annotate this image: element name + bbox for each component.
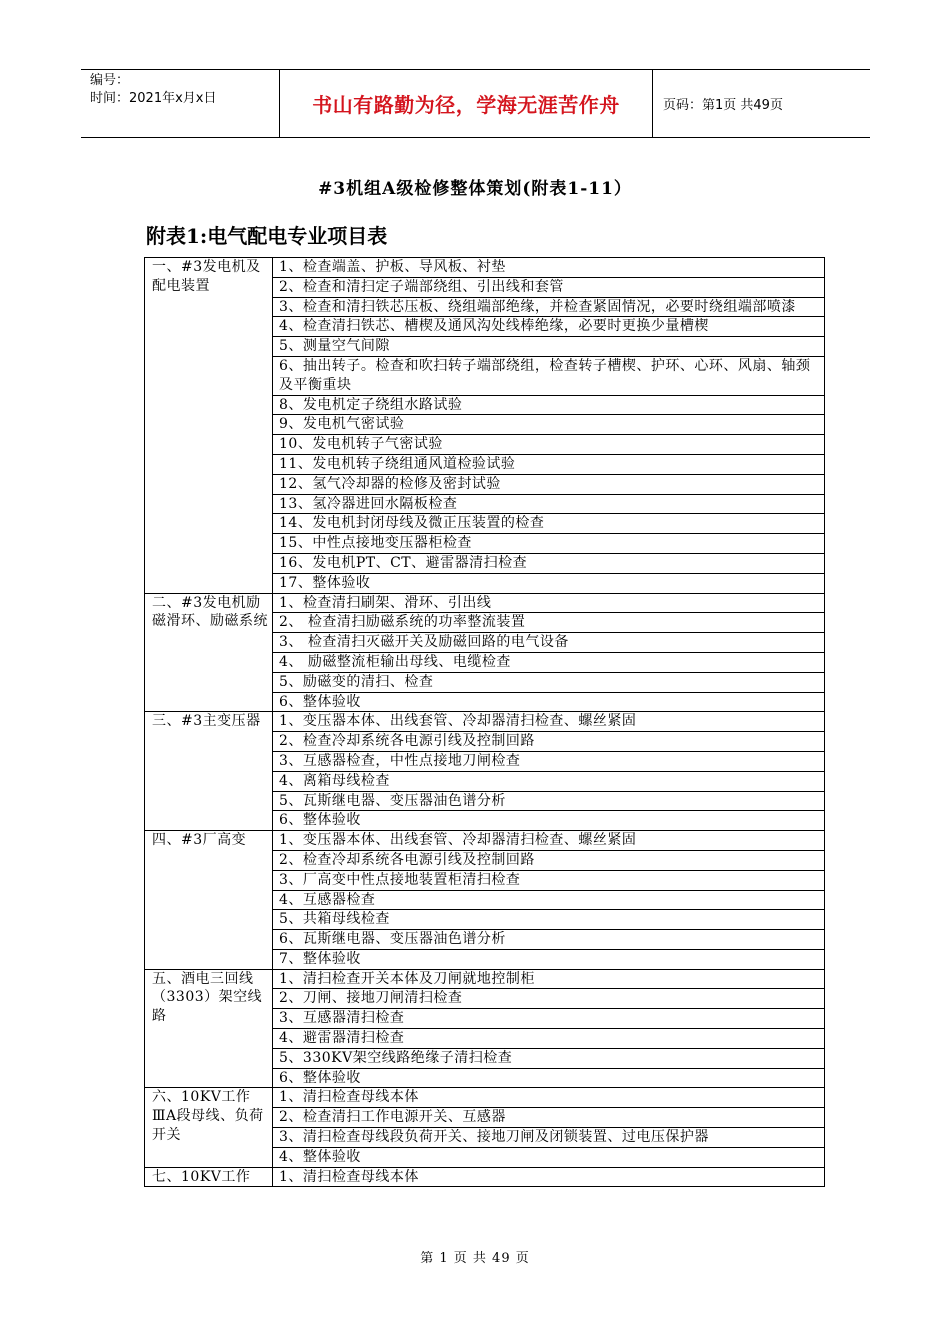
item-cell: 4、整体验收 (273, 1147, 825, 1167)
item-cell: 4、互感器检查 (273, 890, 825, 910)
document-number-label: 编号： (90, 73, 130, 88)
item-cell: 12、氢气冷却器的检修及密封试验 (273, 474, 825, 494)
item-cell: 17、整体验收 (273, 573, 825, 593)
item-cell: 9、发电机气密试验 (273, 415, 825, 435)
table-row (145, 831, 825, 851)
table-row (145, 1167, 825, 1187)
item-cell: 3、清扫检查母线段负荷开关、接地刀闸及闭锁装置、过电压保护器 (273, 1128, 825, 1148)
item-cell: 3、互感器检查，中性点接地刀闸检查 (273, 751, 825, 771)
category-cell: 一、#3发电机及配电装置 (145, 258, 273, 594)
item-cell: 6、抽出转子。检查和吹扫转子端部绕组，检查转子槽楔、护环、心环、风扇、轴颈及平衡重块 (273, 356, 825, 395)
item-cell: 11、发电机转子绕组通风道检验试验 (273, 454, 825, 474)
section-title: 附表1:电气配电专业项目表 (146, 224, 388, 248)
header-page-info: 页码：第1页 共49页 (663, 98, 783, 113)
item-cell: 16、发电机PT、CT、避雷器清扫检查 (273, 553, 825, 573)
item-cell: 1、检查清扫刷架、滑环、引出线 (273, 593, 825, 613)
item-cell: 1、变压器本体、出线套管、冷却器清扫检查、螺丝紧固 (273, 712, 825, 732)
category-cell: 五、酒电三回线（3303）架空线路 (145, 969, 273, 1088)
table-row (145, 593, 825, 613)
item-cell: 3、检查和清扫铁芯压板、绕组端部绝缘，并检查紧固情况，必要时绕组端部喷漆 (273, 297, 825, 317)
item-cell: 7、整体验收 (273, 949, 825, 969)
item-cell: 6、整体验收 (273, 1068, 825, 1088)
item-cell: 2、 检查清扫励磁系统的功率整流装置 (273, 613, 825, 633)
category-cell: 六、10KV工作ⅢA段母线、负荷开关 (145, 1088, 273, 1167)
page-footer: 第 1 页 共 49 页 (420, 1251, 530, 1266)
item-cell: 1、清扫检查母线本体 (273, 1167, 825, 1187)
item-cell: 5、励磁变的清扫、检查 (273, 672, 825, 692)
table-row (145, 969, 825, 989)
item-cell: 2、刀闸、接地刀闸清扫检查 (273, 989, 825, 1009)
item-cell: 4、离箱母线检查 (273, 771, 825, 791)
item-cell: 4、检查清扫铁芯、槽楔及通风沟处线棒绝缘，必要时更换少量槽楔 (273, 317, 825, 337)
category-cell: 二、#3发电机励磁滑环、励磁系统 (145, 593, 273, 712)
item-cell: 5、330KV架空线路绝缘子清扫检查 (273, 1048, 825, 1068)
item-cell: 1、检查端盖、护板、导风板、衬垫 (273, 258, 825, 278)
table-row (145, 1088, 825, 1108)
table-row (145, 712, 825, 732)
item-cell: 1、变压器本体、出线套管、冷却器清扫检查、螺丝紧固 (273, 831, 825, 851)
item-cell: 2、检查冷却系统各电源引线及控制回路 (273, 732, 825, 752)
category-cell: 三、#3主变压器 (145, 712, 273, 831)
header-motto: 书山有路勤为径，学海无涯苦作舟 (280, 70, 653, 137)
item-cell: 2、检查和清扫定子端部绕组、引出线和套管 (273, 277, 825, 297)
item-cell: 6、瓦斯继电器、变压器油色谱分析 (273, 930, 825, 950)
item-cell: 6、整体验收 (273, 811, 825, 831)
category-cell: 四、#3厂高变 (145, 831, 273, 970)
item-cell: 13、氢冷器进回水隔板检查 (273, 494, 825, 514)
item-cell: 10、发电机转子气密试验 (273, 435, 825, 455)
item-cell: 3、厂高变中性点接地装置柜清扫检查 (273, 870, 825, 890)
document-title: #3机组A级检修整体策划(附表1-11） (318, 179, 632, 199)
item-cell: 14、发电机封闭母线及微正压装置的检查 (273, 514, 825, 534)
item-cell: 5、瓦斯继电器、变压器油色谱分析 (273, 791, 825, 811)
category-cell: 七、10KV工作 (145, 1167, 273, 1187)
item-cell: 4、 励磁整流柜输出母线、电缆检查 (273, 652, 825, 672)
page-header (81, 69, 870, 138)
item-cell: 8、发电机定子绕组水路试验 (273, 395, 825, 415)
item-cell: 6、整体验收 (273, 692, 825, 712)
item-cell: 3、互感器清扫检查 (273, 1009, 825, 1029)
item-cell: 5、测量空气间隙 (273, 337, 825, 357)
item-cell: 1、清扫检查开关本体及刀闸就地控制柜 (273, 969, 825, 989)
item-cell: 2、检查冷却系统各电源引线及控制回路 (273, 850, 825, 870)
table-row (145, 258, 825, 278)
item-cell: 15、中性点接地变压器柜检查 (273, 534, 825, 554)
item-cell: 1、清扫检查母线本体 (273, 1088, 825, 1108)
item-cell: 5、共箱母线检查 (273, 910, 825, 930)
item-cell: 3、 检查清扫灭磁开关及励磁回路的电气设备 (273, 633, 825, 653)
header-info-cell (81, 70, 280, 137)
item-cell: 4、避雷器清扫检查 (273, 1029, 825, 1049)
document-date: 时间：2021年x月x日 (90, 91, 217, 106)
project-table (144, 257, 825, 1187)
item-cell: 2、检查清扫工作电源开关、互感器 (273, 1108, 825, 1128)
